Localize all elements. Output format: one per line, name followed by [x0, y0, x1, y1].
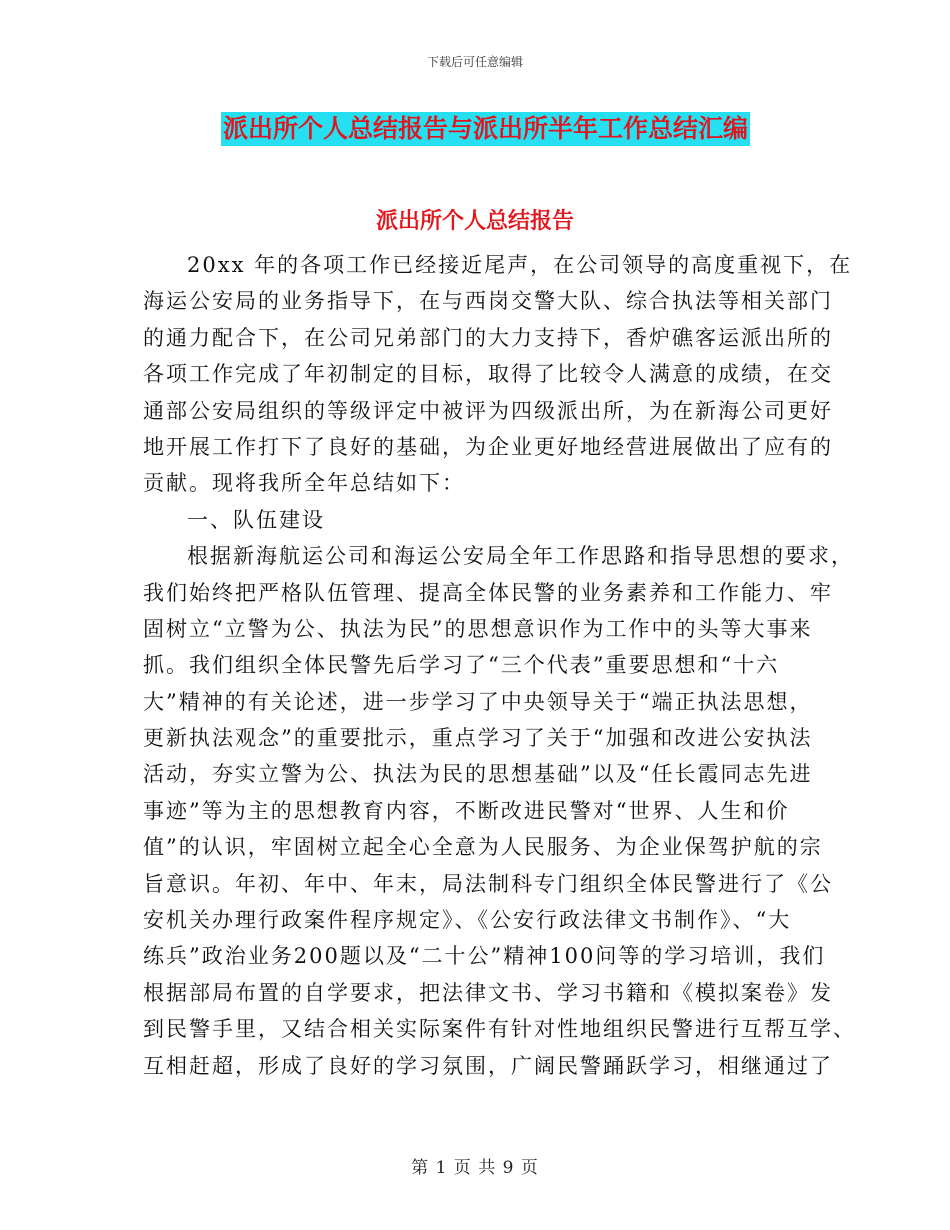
page-header-note: 下载后可任意编辑	[426, 55, 523, 69]
section-title: 派出所个人总结报告	[375, 208, 574, 234]
body-line: 旨意识。年初、年中、年末，局法制科专门组织全体民警进行了《公	[143, 871, 833, 896]
body-line: 互相赶超，形成了良好的学习氛围，广阔民警踊跃学习，相继通过了	[143, 1053, 833, 1078]
page-number-footer: 第 1 页 共 9 页	[411, 1158, 539, 1178]
body-line: 根据部局布置的自学要求，把法律文书、学习书籍和《模拟案卷》发	[143, 980, 833, 1005]
body-line: 事迹”等为主的思想教育内容，不断改进民警对“世界、人生和价	[143, 798, 790, 823]
body-line: 海运公安局的业务指导下，在与西岗交警大队、综合执法等相关部门	[143, 289, 833, 314]
body-line: 地开展工作打下了良好的基础，为企业更好地经营进展做出了应有的	[143, 434, 833, 459]
body-line: 根据新海航运公司和海运公安局全年工作思路和指导思想的要求，	[187, 544, 854, 569]
body-line: 更新执法观念”的重要批示，重点学习了关于“加强和改进公安执法	[143, 726, 813, 751]
subsection-heading: 一、队伍建设	[187, 507, 325, 532]
body-line: 20xx 年的各项工作已经接近尾声，在公司领导的高度重视下，在	[187, 253, 853, 277]
body-line: 我们始终把严格队伍管理、提高全体民警的业务素养和工作能力、牢	[143, 580, 833, 605]
body-line: 活动，夯实立警为公、执法为民的思想基础”以及“任长霞同志先进	[143, 762, 813, 787]
body-line: 通部公安局组织的等级评定中被评为四级派出所，为在新海公司更好	[143, 398, 833, 423]
body-line: 安机关办理行政案件程序规定》、《公安行政法律文书制作》、“大	[143, 908, 792, 933]
document-body	[143, 247, 856, 1084]
body-line: 值”的认识，牢固树立起全心全意为人民服务、为企业保驾护航的宗	[143, 835, 823, 860]
body-line: 各项工作完成了年初制定的目标，取得了比较令人满意的成绩，在交	[143, 362, 833, 387]
body-line: 固树立“立警为公、执法为民”的思想意识作为工作中的头等大事来	[143, 616, 813, 641]
body-line: 贡献。现将我所全年总结如下：	[143, 471, 465, 496]
body-line: 抓。我们组织全体民警先后学习了“三个代表”重要思想和“十六	[143, 653, 780, 678]
body-line: 的通力配合下，在公司兄弟部门的大力支持下，香炉礁客运派出所的	[143, 325, 833, 350]
body-line: 练兵”政治业务200题以及“二十公”精神100问等的学习培训，我们	[143, 944, 826, 969]
document-title: 派出所个人总结报告与派出所半年工作总结汇编	[221, 112, 750, 146]
body-line: 到民警手里，又结合相关实际案件有针对性地组织民警进行互帮互学、	[143, 1017, 856, 1042]
body-line: 大”精神的有关论述，进一步学习了中央领导关于“端正执法思想，	[143, 689, 813, 714]
